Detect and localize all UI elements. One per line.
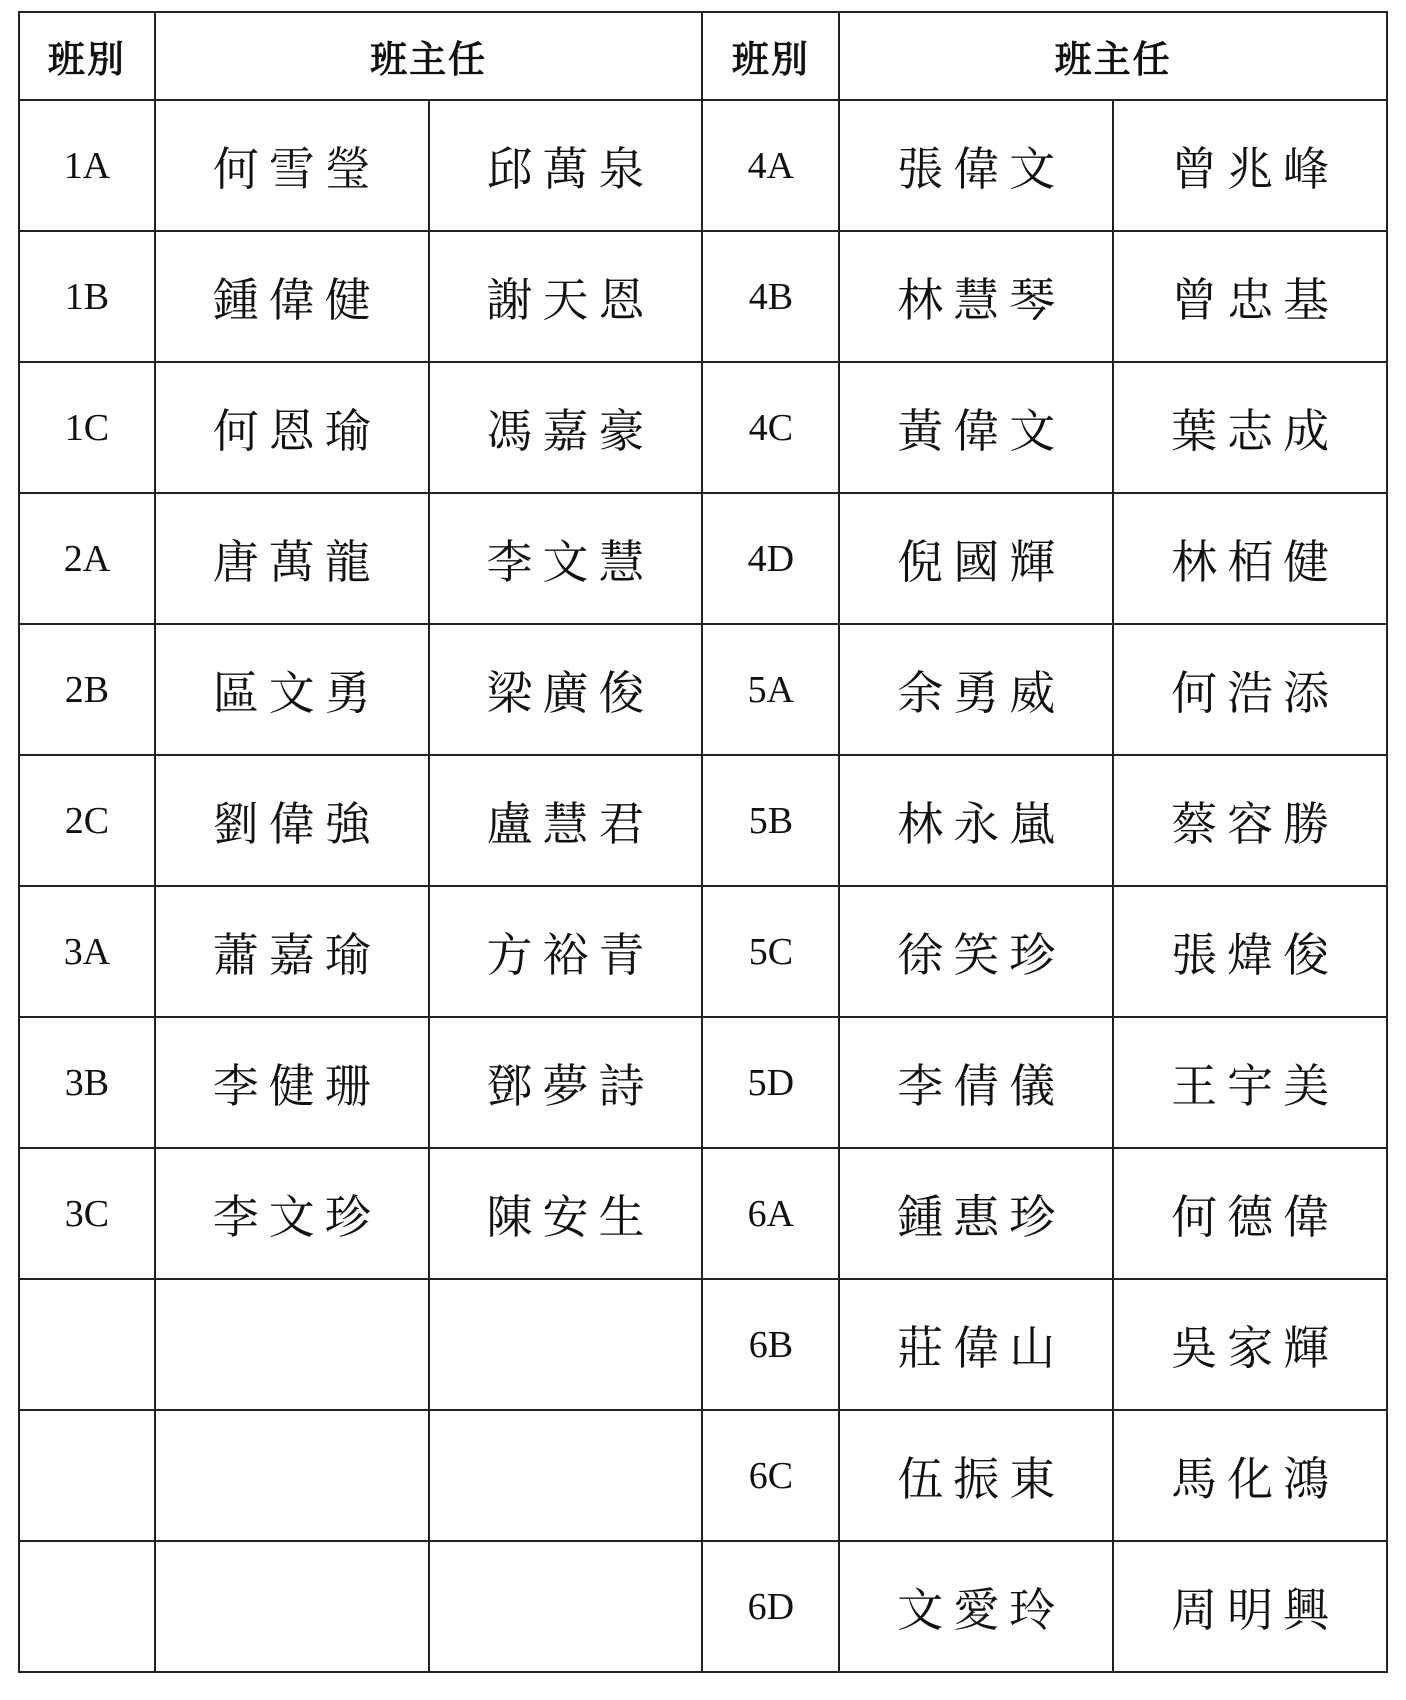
header-row [19, 12, 1387, 100]
table-row [19, 1148, 1387, 1279]
table-row [19, 1541, 1387, 1672]
table-row [19, 1279, 1387, 1410]
class-cell-left: 1B [19, 231, 155, 362]
header-teacher-right: 班主任 [839, 12, 1387, 100]
teacher-cell-left-2 [429, 1410, 703, 1541]
teacher-cell-right-1: 林永嵐 [839, 755, 1113, 886]
teacher-cell-left-2: 陳安生 [429, 1148, 703, 1279]
teacher-cell-right-1: 倪國輝 [839, 493, 1113, 624]
teacher-cell-left-2 [429, 1279, 703, 1410]
teacher-cell-right-2: 蔡容勝 [1113, 755, 1387, 886]
teacher-cell-left-2: 李文慧 [429, 493, 703, 624]
class-cell-right: 5C [702, 886, 839, 1017]
header-class-right: 班別 [702, 12, 839, 100]
teacher-cell-right-1: 余勇威 [839, 624, 1113, 755]
table-row [19, 1017, 1387, 1148]
teacher-cell-left-2: 邱萬泉 [429, 100, 703, 231]
teacher-cell-left-1: 李文珍 [155, 1148, 429, 1279]
table-row [19, 231, 1387, 362]
table-row [19, 886, 1387, 1017]
class-cell-right: 5A [702, 624, 839, 755]
teacher-cell-right-2: 林栢健 [1113, 493, 1387, 624]
teacher-cell-right-1: 莊偉山 [839, 1279, 1113, 1410]
table-row [19, 362, 1387, 493]
class-cell-right: 4B [702, 231, 839, 362]
table-row [19, 493, 1387, 624]
teacher-cell-right-2: 周明興 [1113, 1541, 1387, 1672]
class-cell-left: 3B [19, 1017, 155, 1148]
class-cell-right: 4C [702, 362, 839, 493]
teacher-cell-left-2 [429, 1541, 703, 1672]
table-body [19, 100, 1387, 1672]
class-cell-left: 2C [19, 755, 155, 886]
teacher-cell-left-2: 梁廣俊 [429, 624, 703, 755]
teacher-cell-left-1: 鍾偉健 [155, 231, 429, 362]
teacher-cell-left-2: 盧慧君 [429, 755, 703, 886]
teacher-cell-left-1: 蕭嘉瑜 [155, 886, 429, 1017]
teacher-cell-right-2: 吳家輝 [1113, 1279, 1387, 1410]
teacher-cell-right-2: 馬化鴻 [1113, 1410, 1387, 1541]
teacher-cell-left-2: 鄧夢詩 [429, 1017, 703, 1148]
header-class-left: 班別 [19, 12, 155, 100]
table-row [19, 624, 1387, 755]
teacher-cell-left-1: 區文勇 [155, 624, 429, 755]
teacher-cell-right-1: 李倩儀 [839, 1017, 1113, 1148]
teacher-cell-right-2: 何浩添 [1113, 624, 1387, 755]
class-cell-right: 6D [702, 1541, 839, 1672]
teacher-cell-left-1: 李健珊 [155, 1017, 429, 1148]
teacher-cell-right-1: 黃偉文 [839, 362, 1113, 493]
class-cell-left [19, 1541, 155, 1672]
teacher-cell-right-1: 鍾惠珍 [839, 1148, 1113, 1279]
teacher-cell-right-1: 林慧琴 [839, 231, 1113, 362]
teacher-cell-left-1: 何恩瑜 [155, 362, 429, 493]
class-cell-left [19, 1279, 155, 1410]
teacher-cell-right-2: 曾兆峰 [1113, 100, 1387, 231]
class-cell-right: 6C [702, 1410, 839, 1541]
teacher-cell-left-1: 唐萬龍 [155, 493, 429, 624]
class-cell-left: 2A [19, 493, 155, 624]
header-teacher-left: 班主任 [155, 12, 703, 100]
class-cell-right: 6B [702, 1279, 839, 1410]
class-teacher-table [18, 11, 1388, 1673]
teacher-cell-right-2: 王宇美 [1113, 1017, 1387, 1148]
teacher-cell-right-1: 文愛玲 [839, 1541, 1113, 1672]
teacher-cell-right-1: 伍振東 [839, 1410, 1113, 1541]
class-cell-left: 1C [19, 362, 155, 493]
teacher-cell-left-1: 何雪瑩 [155, 100, 429, 231]
teacher-cell-right-1: 張偉文 [839, 100, 1113, 231]
teacher-cell-right-2: 葉志成 [1113, 362, 1387, 493]
class-cell-left: 2B [19, 624, 155, 755]
teacher-cell-right-2: 曾忠基 [1113, 231, 1387, 362]
teacher-cell-left-2: 謝天恩 [429, 231, 703, 362]
class-cell-right: 5B [702, 755, 839, 886]
table-row [19, 755, 1387, 886]
teacher-cell-right-2: 何德偉 [1113, 1148, 1387, 1279]
teacher-cell-left-1 [155, 1410, 429, 1541]
table-row [19, 100, 1387, 231]
class-cell-left: 3C [19, 1148, 155, 1279]
teacher-cell-left-2: 馮嘉豪 [429, 362, 703, 493]
table-row [19, 1410, 1387, 1541]
teacher-cell-left-1 [155, 1279, 429, 1410]
teacher-cell-left-1: 劉偉強 [155, 755, 429, 886]
class-cell-left [19, 1410, 155, 1541]
class-cell-right: 4D [702, 493, 839, 624]
class-cell-left: 1A [19, 100, 155, 231]
teacher-cell-left-2: 方裕青 [429, 886, 703, 1017]
teacher-cell-right-1: 徐笑珍 [839, 886, 1113, 1017]
class-cell-right: 5D [702, 1017, 839, 1148]
teacher-cell-left-1 [155, 1541, 429, 1672]
teacher-cell-right-2: 張煒俊 [1113, 886, 1387, 1017]
class-cell-left: 3A [19, 886, 155, 1017]
class-cell-right: 4A [702, 100, 839, 231]
class-cell-right: 6A [702, 1148, 839, 1279]
